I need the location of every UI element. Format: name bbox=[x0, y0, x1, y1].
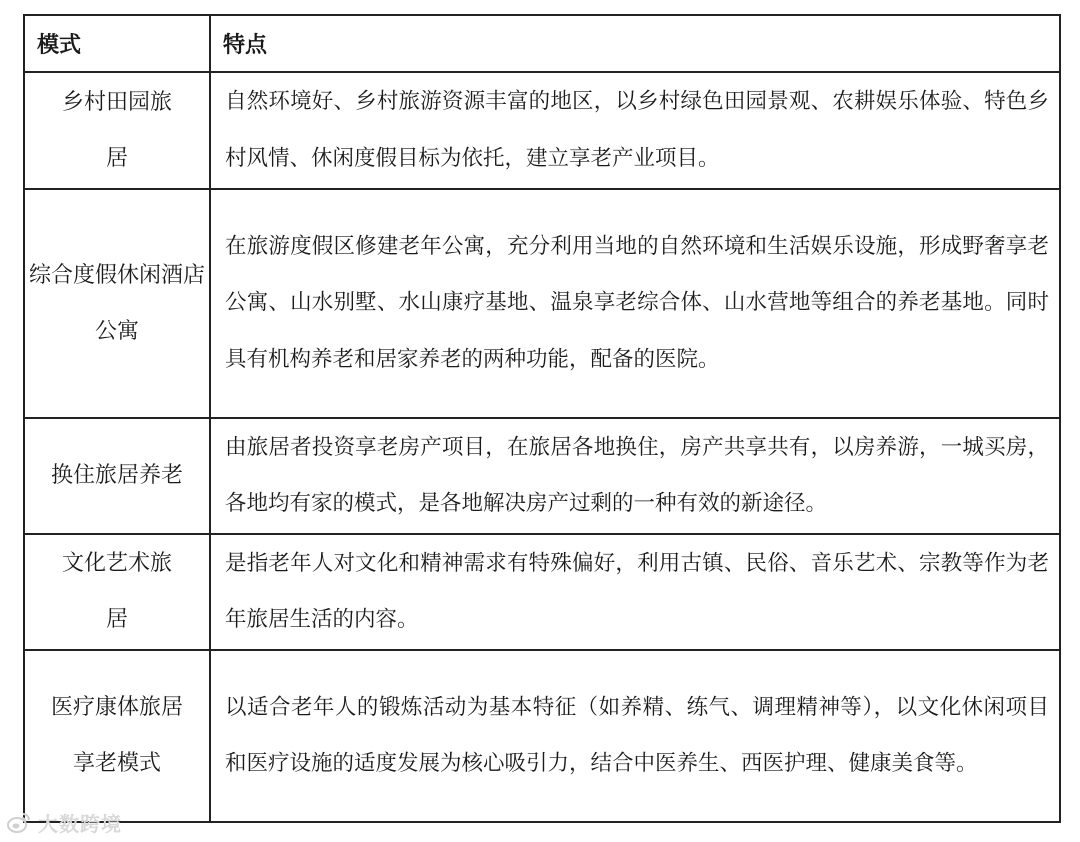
mode-text: 医疗康体旅居享老模式 bbox=[50, 695, 183, 776]
mode-cell bbox=[24, 72, 210, 189]
mode-cell bbox=[24, 418, 210, 534]
table-row bbox=[24, 189, 1060, 418]
mode-cell bbox=[24, 189, 210, 418]
feature-cell: 是指老年人对文化和精神需求有特殊偏好，利用古镇、民俗、音乐艺术、宗教等作为老年旅居生活的内容。 bbox=[210, 534, 1060, 650]
feature-cell: 由旅居者投资享老房产项目，在旅居各地换住，房产共享共有，以房养游，一城买房，各地均有家的模式，是各地解决房产过剩的一种有效的新途径。 bbox=[210, 418, 1060, 534]
mode-cell bbox=[24, 534, 210, 650]
weibo-logo-icon bbox=[6, 810, 32, 836]
mode-cell bbox=[24, 650, 210, 822]
tourism-residence-table bbox=[23, 14, 1061, 823]
feature-cell: 以适合老年人的锻炼活动为基本特征（如养精、练气、调理精神等），以文化休闲项目和医疗设施的适度发展为核心吸引力，结合中医养生、西医护理、健康美食等。 bbox=[210, 650, 1060, 822]
table-row bbox=[24, 418, 1060, 534]
mode-text: 文化艺术旅居 bbox=[61, 551, 172, 632]
watermark-text: 大数跨境 bbox=[38, 812, 122, 836]
mode-text: 乡村田园旅居 bbox=[61, 89, 172, 171]
mode-text: 综合度假休闲酒店公寓 bbox=[28, 262, 205, 344]
mode-text: 换住旅居养老 bbox=[50, 463, 183, 488]
table-row bbox=[24, 534, 1060, 650]
feature-cell: 在旅游度假区修建老年公寓，充分利用当地的自然环境和生活娱乐设施，形成野奢享老公寓、山水别墅、水山康疗基地、温泉享老综合体、山水营地等组合的养老基地。同时具有机构养老和居家养老的两种功能，配备的医院。 bbox=[210, 189, 1060, 418]
feature-cell: 自然环境好、乡村旅游资源丰富的地区，以乡村绿色田园景观、农耕娱乐体验、特色乡村风情、休闲度假目标为依托，建立享老产业项目。 bbox=[210, 72, 1060, 189]
table-row bbox=[24, 72, 1060, 189]
header-feature: 特点 bbox=[210, 15, 1060, 72]
watermark bbox=[6, 808, 122, 837]
table-row bbox=[24, 650, 1060, 822]
header-mode: 模式 bbox=[24, 15, 210, 72]
header-row bbox=[24, 15, 1060, 72]
